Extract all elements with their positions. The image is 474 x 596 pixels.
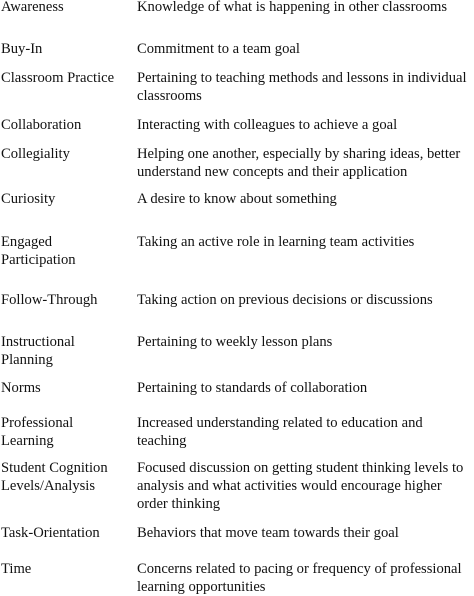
term-cell: Student Cognition Levels/Analysis bbox=[1, 460, 108, 494]
term-cell: Collaboration bbox=[1, 117, 82, 133]
definition-cell: Commitment to a team goal bbox=[137, 41, 300, 57]
definition-cell: Increased understanding related to education and teaching bbox=[137, 415, 423, 449]
definition-cell: Pertaining to weekly lesson plans bbox=[137, 334, 333, 350]
term-cell: Task-Orientation bbox=[1, 525, 100, 541]
term-cell: Norms bbox=[1, 380, 41, 396]
definition-cell: Focused discussion on getting student thinking levels to analysis and what activities would encourage higher order thinking bbox=[137, 460, 464, 512]
definition-cell: Behaviors that move team towards their goal bbox=[137, 525, 399, 541]
definition-cell: Pertaining to teaching methods and lessons in individual classrooms bbox=[137, 70, 467, 104]
term-cell: Awareness bbox=[1, 0, 64, 15]
definition-cell: A desire to know about something bbox=[137, 191, 337, 207]
term-cell: Collegiality bbox=[1, 146, 70, 162]
term-cell: Classroom Practice bbox=[1, 70, 115, 86]
term-cell: Professional Learning bbox=[1, 415, 74, 449]
definition-cell: Knowledge of what is happening in other classrooms bbox=[137, 0, 448, 15]
term-cell: Instructional Planning bbox=[1, 334, 75, 368]
term-cell: Engaged Participation bbox=[1, 234, 76, 268]
definition-cell: Interacting with colleagues to achieve a goal bbox=[137, 117, 398, 133]
definition-cell: Taking an active role in learning team activities bbox=[137, 234, 415, 250]
term-cell: Time bbox=[1, 561, 32, 577]
definition-cell: Taking action on previous decisions or discussions bbox=[137, 292, 433, 308]
term-cell: Buy-In bbox=[1, 41, 43, 57]
term-cell: Follow-Through bbox=[1, 292, 98, 308]
definition-cell: Helping one another, especially by sharing ideas, better understand new concepts and their application bbox=[137, 146, 461, 180]
definition-cell: Concerns related to pacing or frequency of professional learning opportunities bbox=[137, 561, 462, 595]
definition-cell: Pertaining to standards of collaboration bbox=[137, 380, 368, 396]
term-cell: Curiosity bbox=[1, 191, 56, 207]
